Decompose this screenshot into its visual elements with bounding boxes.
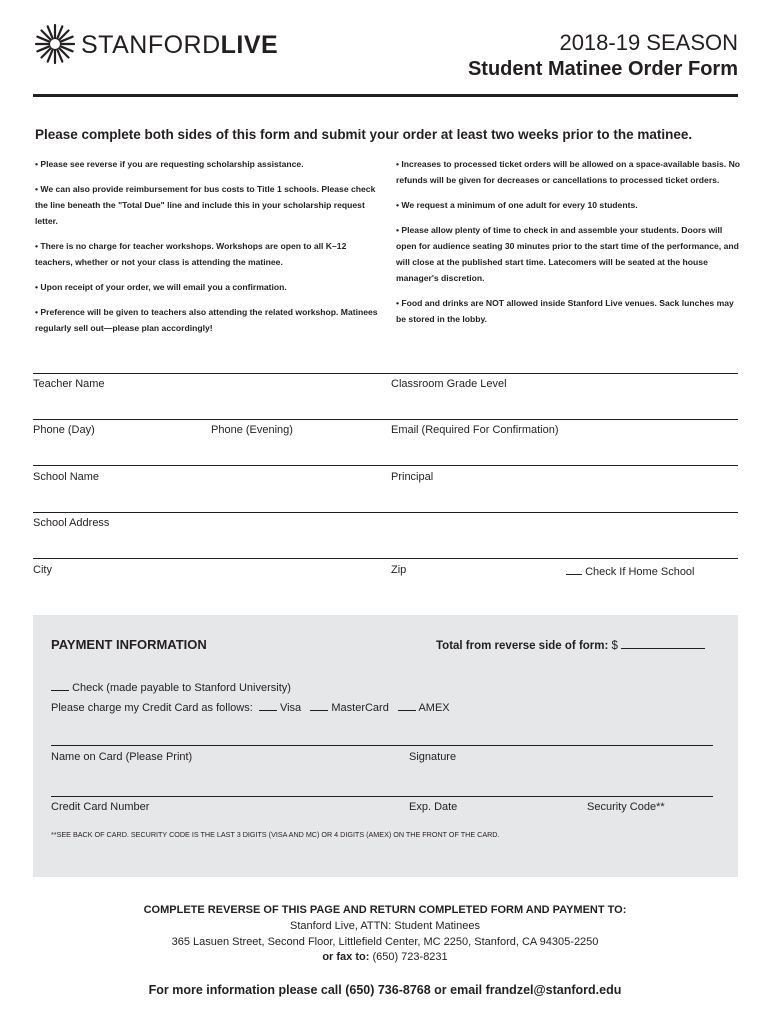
mastercard-label: MasterCard [331, 702, 389, 714]
bullets-left [35, 156, 380, 345]
fax-label: or fax to: [322, 951, 370, 963]
bullet-item: • Increases to processed ticket orders will be allowed on a space-available basis. No refunds will be given for decreases or cancellations to processed ticket orders. [396, 159, 741, 185]
phone-email-field[interactable] [33, 419, 738, 420]
bullets-right [396, 156, 741, 336]
return-instruction: COMPLETE REVERSE OF THIS PAGE AND RETURN COMPLETED FORM AND PAYMENT TO: [143, 904, 627, 916]
home-school-label: Check If Home School [585, 566, 695, 578]
intro-text: Please complete both sides of this form and submit your order at least two weeks prior to the matinee. [35, 127, 693, 142]
city-zip-field[interactable] [33, 558, 738, 559]
starburst-icon [33, 22, 77, 66]
email-label: Email (Required For Confirmation) [391, 424, 559, 436]
footer [0, 904, 770, 997]
fax-line [0, 951, 770, 963]
visa-label: Visa [279, 702, 302, 714]
bullet-item: • Please allow plenty of time to check in and assemble your students. Doors will open for audience seating 30 minutes prior to the start time of the performance, and will close at the published start time. Latecomers will be seated at the house manager's discretion. [396, 225, 739, 283]
bullet-item: • We request a minimum of one adult for every 10 students. [396, 200, 638, 210]
bullet-item: • Preference will be given to teachers also attending the related workshop. Matinees regularly sell out—please plan accordingly! [35, 307, 378, 333]
currency-symbol: $ [611, 640, 618, 652]
check-blank [51, 680, 69, 691]
visa-blank[interactable] [259, 700, 277, 711]
security-code-note: **SEE BACK OF CARD. SECURITY CODE IS THE LAST 3 DIGITS (VISA AND MC) OR 4 DIGITS (AMEX) ON THE FRONT OF THE CARD. [51, 830, 500, 839]
school-name-field[interactable] [33, 465, 738, 466]
zip-label: Zip [391, 564, 407, 576]
bullet-item: • Food and drinks are NOT allowed inside Stanford Live venues. Sack lunches may be stored in the lobby. [396, 298, 734, 324]
bullet-item: • Upon receipt of your order, we will email you a confirmation. [35, 282, 287, 292]
exp-date-label: Exp. Date [409, 801, 458, 813]
school-address-label: School Address [33, 517, 110, 529]
check-label: Check (made payable to Stanford University) [72, 682, 291, 694]
fax-number: (650) 723-8231 [372, 951, 448, 963]
amex-blank[interactable] [398, 700, 416, 711]
security-code-label: Security Code** [587, 801, 665, 813]
form-title: Student Matinee Order Form [467, 58, 738, 80]
phone-day-label: Phone (Day) [33, 424, 95, 436]
credit-card-options [51, 700, 450, 714]
principal-label: Principal [391, 471, 434, 483]
school-address-field[interactable] [33, 512, 738, 513]
school-name-label: School Name [33, 471, 100, 483]
checkbox-blank [566, 564, 582, 575]
payment-section [33, 615, 738, 877]
contact-info: For more information please call (650) 736-8768 or email frandzel@stanford.edu [148, 983, 622, 997]
bullet-item: • We can also provide reimbursement for bus costs to Title 1 schools. Please check the line beneath the "Total Due" line and include this in your scholarship request letter. [35, 184, 376, 226]
header-divider [33, 94, 738, 97]
logo-text-light: STANFORD [81, 31, 221, 59]
stanford-live-logo [33, 22, 293, 72]
phone-evening-label: Phone (Evening) [211, 424, 293, 436]
card-number-label: Credit Card Number [51, 801, 150, 813]
charge-label: Please charge my Credit Card as follows: [51, 702, 253, 714]
home-school-checkbox[interactable] [566, 564, 695, 578]
teacher-name-field[interactable] [33, 373, 738, 374]
bullet-item: • Please see reverse if you are requesting scholarship assistance. [35, 159, 304, 169]
season-label: 2018-19 SEASON [559, 30, 738, 55]
logo-text-bold: LIVE [220, 31, 279, 59]
classroom-grade-label: Classroom Grade Level [391, 378, 507, 390]
teacher-name-label: Teacher Name [33, 378, 105, 390]
total-label: Total from reverse side of form: [436, 640, 609, 652]
payment-heading: PAYMENT INFORMATION [51, 637, 207, 652]
card-number-field[interactable] [51, 796, 713, 797]
mailing-address-line2: 365 Lasuen Street, Second Floor, Littlefield Center, MC 2250, Stanford, CA 94305-2250 [171, 936, 599, 948]
bullet-item: • There is no charge for teacher workshops. Workshops are open to all K–12 teachers, whether or not your class is attending the matinee. [35, 241, 347, 267]
amex-label: AMEX [418, 702, 450, 714]
total-line[interactable] [436, 638, 705, 652]
check-option[interactable] [51, 680, 291, 694]
name-on-card-label: Name on Card (Please Print) [51, 751, 193, 763]
name-signature-field[interactable] [51, 745, 713, 746]
city-label: City [33, 564, 52, 576]
total-blank [621, 638, 705, 649]
logo-wordmark [81, 31, 278, 60]
signature-label: Signature [409, 751, 457, 763]
mailing-address-line1: Stanford Live, ATTN: Student Matinees [290, 920, 480, 932]
mastercard-blank[interactable] [310, 700, 328, 711]
